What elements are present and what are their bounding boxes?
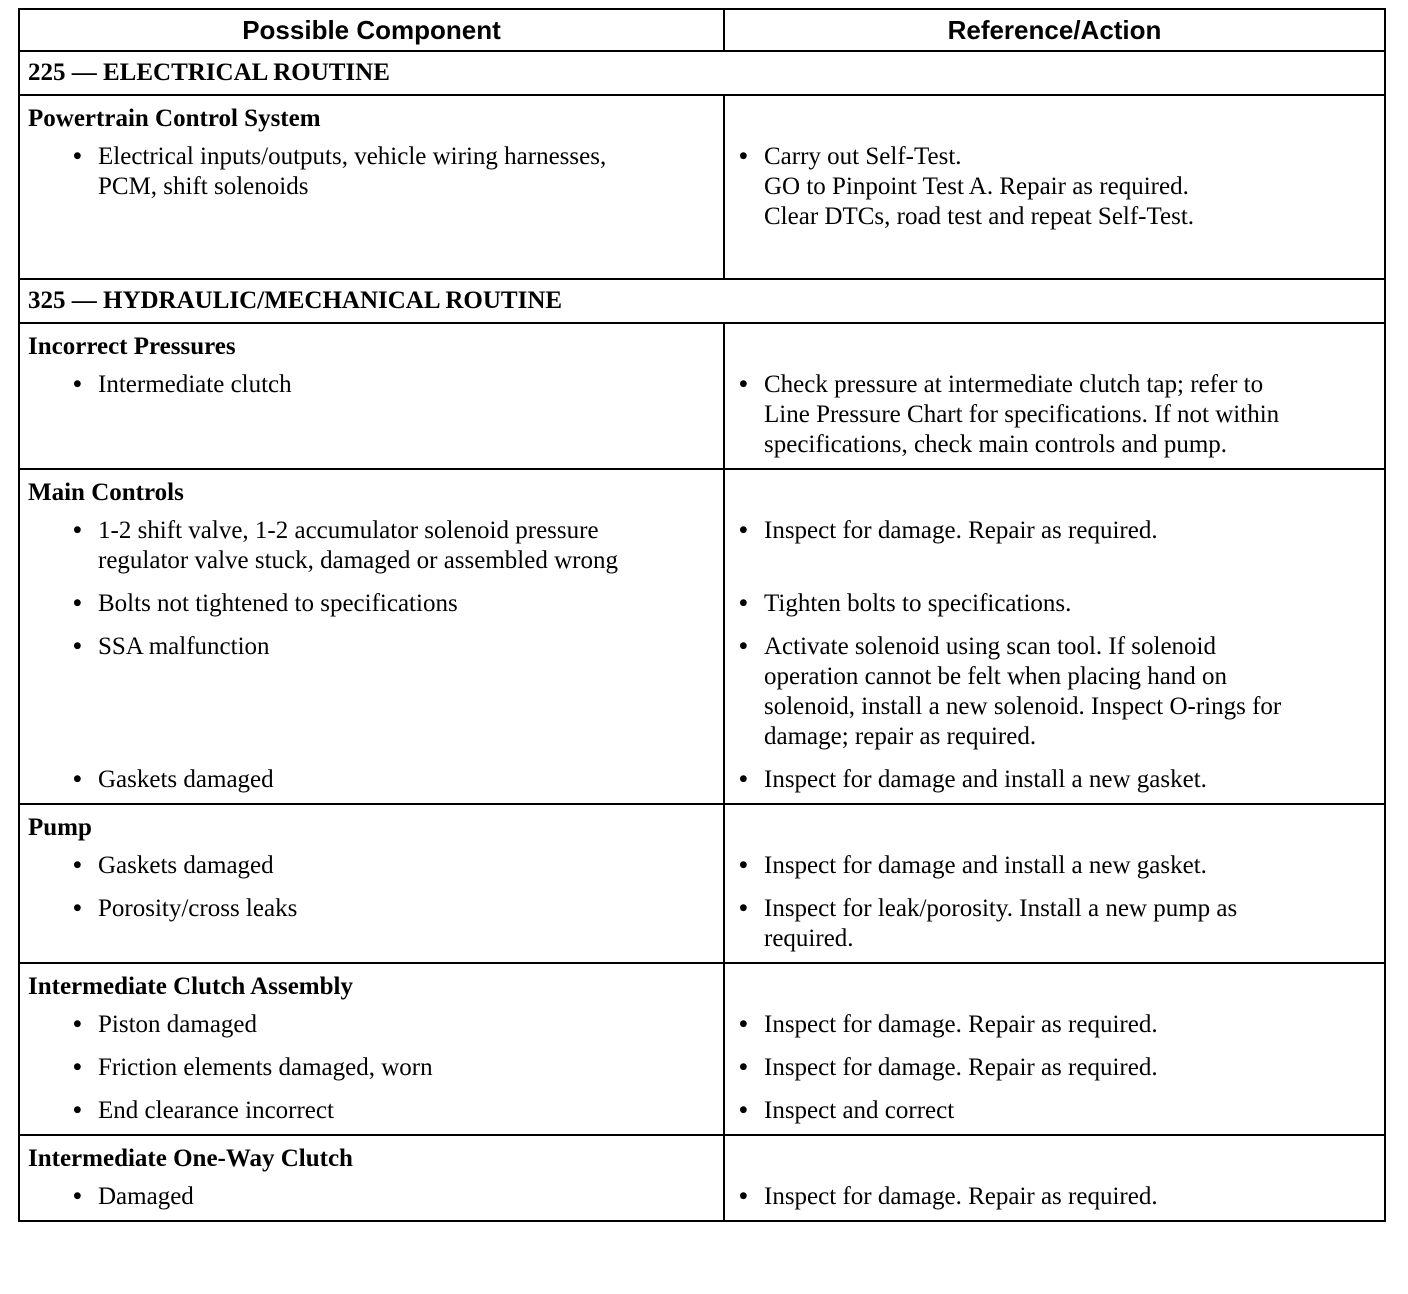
action-cell <box>724 1135 1385 1221</box>
component-text: Gaskets damaged <box>98 766 274 793</box>
action-item <box>725 765 1384 795</box>
bullet-icon: • <box>73 766 82 793</box>
action-item <box>725 851 1384 881</box>
component-item <box>20 765 723 795</box>
group-title: Powertrain Control System <box>28 105 321 132</box>
bullet-icon: • <box>73 1183 82 1210</box>
bullet-icon: • <box>739 590 748 617</box>
component-item <box>20 851 723 881</box>
action-text: Inspect for damage. Repair as required. <box>764 1054 1158 1081</box>
action-list <box>725 508 1384 803</box>
component-item <box>20 516 723 576</box>
component-item <box>20 894 723 954</box>
bullet-icon: • <box>73 1011 82 1038</box>
component-text: Electrical inputs/outputs, vehicle wiring harnesses, PCM, shift solenoids <box>98 143 607 200</box>
section-row <box>19 51 1385 95</box>
action-item <box>725 1053 1384 1083</box>
action-item <box>725 1096 1384 1126</box>
component-cell <box>19 95 724 279</box>
action-item <box>725 632 1384 752</box>
action-text: Inspect for damage and install a new gasket. <box>764 852 1207 879</box>
bullet-icon: • <box>73 1054 82 1081</box>
action-item <box>725 142 1384 232</box>
title-spacer <box>725 964 1384 1002</box>
component-cell <box>19 804 724 963</box>
title-spacer <box>725 805 1384 843</box>
group-row <box>19 323 1385 469</box>
action-text: Tighten bolts to specifications. <box>764 590 1072 617</box>
section-row <box>19 279 1385 323</box>
action-item <box>725 1010 1384 1040</box>
component-item <box>20 1096 723 1126</box>
component-cell <box>19 323 724 469</box>
bullet-icon: • <box>739 1183 748 1210</box>
bullet-icon: • <box>73 852 82 879</box>
title-spacer <box>725 324 1384 362</box>
action-cell <box>724 323 1385 469</box>
component-text: Porosity/cross leaks <box>98 895 298 922</box>
component-list <box>20 843 723 962</box>
component-text: Gaskets damaged <box>98 852 274 879</box>
component-text: Piston damaged <box>98 1011 258 1038</box>
component-list <box>20 134 723 240</box>
component-item <box>20 1010 723 1040</box>
action-list <box>725 134 1384 240</box>
bullet-icon: • <box>739 633 748 660</box>
bullet-icon: • <box>739 1011 748 1038</box>
bullet-icon: • <box>73 1097 82 1124</box>
group-row <box>19 95 1385 279</box>
cell-spacer <box>20 240 723 278</box>
component-text: Damaged <box>98 1183 194 1210</box>
component-list <box>20 1002 723 1134</box>
component-list <box>20 508 723 803</box>
component-item <box>20 589 723 619</box>
component-cell <box>19 1135 724 1221</box>
action-text: Inspect for leak/porosity. Install a new pump as required. <box>764 895 1238 952</box>
action-item <box>725 894 1384 954</box>
bullet-icon: • <box>739 371 748 398</box>
component-text: Intermediate clutch <box>98 371 292 398</box>
group-title: Pump <box>28 814 92 841</box>
action-text: Inspect for damage. Repair as required. <box>764 517 1158 544</box>
action-text: Activate solenoid using scan tool. If solenoid operation cannot be felt when placing hand on solenoid, install a new solenoid. Inspect O-rings for damage; repair as required. <box>764 633 1282 750</box>
component-item <box>20 632 723 752</box>
component-text: 1-2 shift valve, 1-2 accumulator solenoid pressure regulator valve stuck, damaged or assembled wrong <box>98 517 618 574</box>
header-action: Reference/Action <box>724 9 1385 51</box>
component-text: End clearance incorrect <box>98 1097 334 1124</box>
bullet-icon: • <box>73 590 82 617</box>
bullet-icon: • <box>73 143 82 170</box>
action-text: Inspect for damage and install a new gasket. <box>764 766 1207 793</box>
group-title: Main Controls <box>28 479 184 506</box>
bullet-icon: • <box>739 1054 748 1081</box>
group-row <box>19 804 1385 963</box>
bullet-icon: • <box>739 1097 748 1124</box>
group-title: Intermediate One-Way Clutch <box>28 1145 353 1172</box>
action-list <box>725 1002 1384 1134</box>
action-list <box>725 1174 1384 1220</box>
section-title: 325 — HYDRAULIC/MECHANICAL ROUTINE <box>19 279 1385 323</box>
bullet-icon: • <box>73 371 82 398</box>
action-item <box>725 516 1384 576</box>
bullet-icon: • <box>739 766 748 793</box>
cell-spacer <box>725 240 1384 278</box>
component-text: Friction elements damaged, worn <box>98 1054 433 1081</box>
title-spacer <box>725 96 1384 134</box>
action-list <box>725 362 1384 468</box>
action-item <box>725 1182 1384 1212</box>
component-item <box>20 1182 723 1212</box>
action-text: Check pressure at intermediate clutch tap; refer to Line Pressure Chart for specifications. If not within specifications, check main controls and pump. <box>764 371 1280 458</box>
action-text: Inspect and correct <box>764 1097 955 1124</box>
section-title: 225 — ELECTRICAL ROUTINE <box>19 51 1385 95</box>
component-text: Bolts not tightened to specifications <box>98 590 458 617</box>
header-row <box>19 9 1385 51</box>
action-cell <box>724 963 1385 1135</box>
diagnosis-table <box>18 8 1386 1222</box>
group-row <box>19 1135 1385 1221</box>
action-cell <box>724 804 1385 963</box>
bullet-icon: • <box>73 895 82 922</box>
bullet-icon: • <box>739 895 748 922</box>
action-item <box>725 370 1384 460</box>
bullet-icon: • <box>739 517 748 544</box>
header-component: Possible Component <box>19 9 724 51</box>
component-list <box>20 1174 723 1220</box>
group-title: Intermediate Clutch Assembly <box>28 973 353 1000</box>
component-item <box>20 370 723 460</box>
group-row <box>19 469 1385 804</box>
action-text: Carry out Self-Test. GO to Pinpoint Test A. Repair as required. Clear DTCs, road test and repeat Self-Test. <box>764 143 1195 230</box>
component-text: SSA malfunction <box>98 633 270 660</box>
action-cell <box>724 95 1385 279</box>
group-row <box>19 963 1385 1135</box>
component-cell <box>19 469 724 804</box>
action-list <box>725 843 1384 962</box>
component-item <box>20 1053 723 1083</box>
title-spacer <box>725 1136 1384 1174</box>
component-cell <box>19 963 724 1135</box>
action-text: Inspect for damage. Repair as required. <box>764 1183 1158 1210</box>
action-cell <box>724 469 1385 804</box>
action-item <box>725 589 1384 619</box>
bullet-icon: • <box>739 143 748 170</box>
bullet-icon: • <box>73 633 82 660</box>
title-spacer <box>725 470 1384 508</box>
component-item <box>20 142 723 232</box>
bullet-icon: • <box>739 852 748 879</box>
group-title: Incorrect Pressures <box>28 333 236 360</box>
action-text: Inspect for damage. Repair as required. <box>764 1011 1158 1038</box>
bullet-icon: • <box>73 517 82 544</box>
component-list <box>20 362 723 468</box>
